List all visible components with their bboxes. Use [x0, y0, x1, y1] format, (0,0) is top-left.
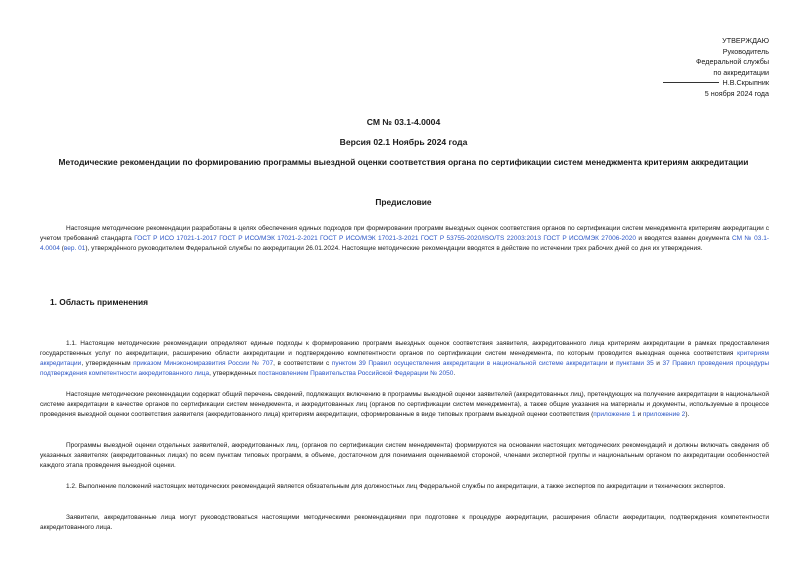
section-heading-scope: 1. Область применения: [50, 297, 148, 307]
preface-paragraph: [40, 224, 769, 254]
paragraph-1-2: 1.2. Выполнение положений настоящих методических рекомендаций является обязательным для должностных лиц Федеральной службы по аккредитации, а также экспертов по аккредитации и технических экспертов.: [66, 483, 726, 490]
link-gost-17021-2[interactable]: ГОСТ Р ИСО/МЭК 17021-2-2021: [219, 235, 318, 242]
approval-position: Руководитель: [722, 46, 769, 56]
signature-line: [663, 82, 719, 83]
text-fragment: и вводятся взамен документа: [636, 235, 732, 242]
text-fragment: и: [653, 360, 663, 367]
text-fragment: и: [635, 411, 643, 418]
link-previous-document[interactable]: СМ № 03.1-4.0004: [40, 235, 769, 252]
text-fragment: , утвержденным: [81, 360, 134, 367]
approval-date: 5 ноября 2024 года: [704, 88, 769, 98]
document-title: Методические рекомендации по формированию программы выездной оценки соответствия органа по сертификации систем менеджмента критериям аккредитации: [58, 157, 749, 167]
approval-title: УТВЕРЖДАЮ: [722, 36, 769, 45]
text-fragment: ), утверждённого руководителем Федеральной службы по аккредитации 26.01.2024. Настоящие методические рекомендации вводятся в действие по истечении трех рабочих дней со дня их утверждения.: [85, 245, 703, 252]
text-fragment: , в соответствии с: [273, 360, 332, 367]
link-appendix-1[interactable]: приложение 1: [593, 411, 636, 418]
link-rules-item-35[interactable]: пунктами 35: [616, 360, 654, 367]
text-fragment: и: [607, 360, 617, 367]
paragraph-applicants: Заявители, аккредитованные лица могут руководствоваться настоящими методическими рекомендациями при подготовке к процедуре аккредитации, расширения области аккредитации, подтверждения компетентности аккредитованного лица.: [40, 514, 769, 531]
paragraph-general-list: [40, 390, 769, 420]
paragraph-programs: Программы выездной оценки отдельных заявителей, аккредитованных лиц, (органов по сертификации систем менеджмента) формируются на основании настоящих методических рекомендаций и должны включать сведения об указанных заявителях (аккредитованных лицах) по всем пунктам типовых программ, в объеме, достаточном для понимания оцениваемой стороной, членами экспертной группы и национальным органом по аккредитации особенностей каждого этапа проведения выездной оценки.: [40, 442, 769, 469]
approval-signatory: Н.В.Скрыпник: [722, 78, 769, 88]
preface-heading: Предисловие: [375, 197, 432, 207]
text-fragment: Настоящие методические рекомендации содержат общий перечень сведений, подлежащих включению в программы выездной оценки заявителей (аккредитованных лиц), претендующих на получение аккредитации в национальной системе аккредитации в качестве органов по сертификации систем менеджмента, и аккредитованных лиц (органов по сертификации систем менеджмента), а также общие указания на материалы и документы, используемые в процессе проведения выездной оценки соответствия заявителя (аккредитованного лица) критериям аккредитации, сформированные в виде типовых программ выездной оценки соответствия (: [40, 391, 769, 418]
approval-block: [663, 36, 770, 100]
link-rules-item-37[interactable]: 37 Правил проведения процедуры подтверждения компетентности аккредитованного лица: [40, 360, 769, 377]
link-gost-17021-3[interactable]: ГОСТ Р ИСО/МЭК 17021-3-2021: [320, 235, 419, 242]
document-version: Версия 02.1 Ноябрь 2024 года: [339, 137, 468, 147]
approval-agency-2: по аккредитации: [713, 67, 769, 77]
link-appendix-2[interactable]: приложение 2: [642, 411, 686, 418]
paragraph-1-1: [40, 339, 769, 379]
link-rules-item-39[interactable]: пунктом 39 Правил осуществления аккредитации в национальной системе аккредитации: [331, 360, 608, 367]
document-number: СМ № 03.1-4.0004: [366, 117, 441, 127]
text-fragment: Настоящие методические рекомендации разработаны в целях обеспечения единых подходов при формировании программ выездных оценок соответствия органов по сертификации систем менеджмента критериям аккредитации с учетом требований стандарта: [40, 225, 769, 242]
link-accreditation-criteria[interactable]: критериям аккредитации: [40, 350, 769, 367]
link-resolution-2050[interactable]: постановлением Правительства Российской Федерации № 2050: [258, 370, 454, 377]
link-gost-17021-1[interactable]: ГОСТ Р ИСО 17021-1-2017: [134, 235, 217, 242]
text-fragment: ).: [685, 411, 690, 418]
link-order-707[interactable]: приказом Минэкономразвития России № 707: [133, 360, 274, 367]
link-version-01[interactable]: вер. 01: [63, 245, 86, 252]
link-gost-53755[interactable]: ГОСТ Р 53755-2020/ISO/TS 22003:2013: [420, 235, 541, 242]
text-fragment: , утвержденных: [209, 370, 259, 377]
link-gost-27006[interactable]: ГОСТ Р ИСО/МЭК 27006-2020: [543, 235, 637, 242]
approval-signature-row: [663, 78, 770, 89]
text-fragment: .: [453, 370, 456, 377]
text-fragment: 1.1. Настоящие методические рекомендации определяют единые подходы к формированию программ выездных оценок соответствия заявителя, аккредитованного лица критериям аккредитации в рамках предоставления государственных услуг по аккредитации, расширению области аккредитации и подтверждению компетентности органов по сертификации систем менеджмента, по которым проводится выездная оценка соответствия: [40, 340, 769, 357]
text-fragment: (: [59, 245, 64, 252]
approval-agency: Федеральной службы: [695, 57, 769, 67]
